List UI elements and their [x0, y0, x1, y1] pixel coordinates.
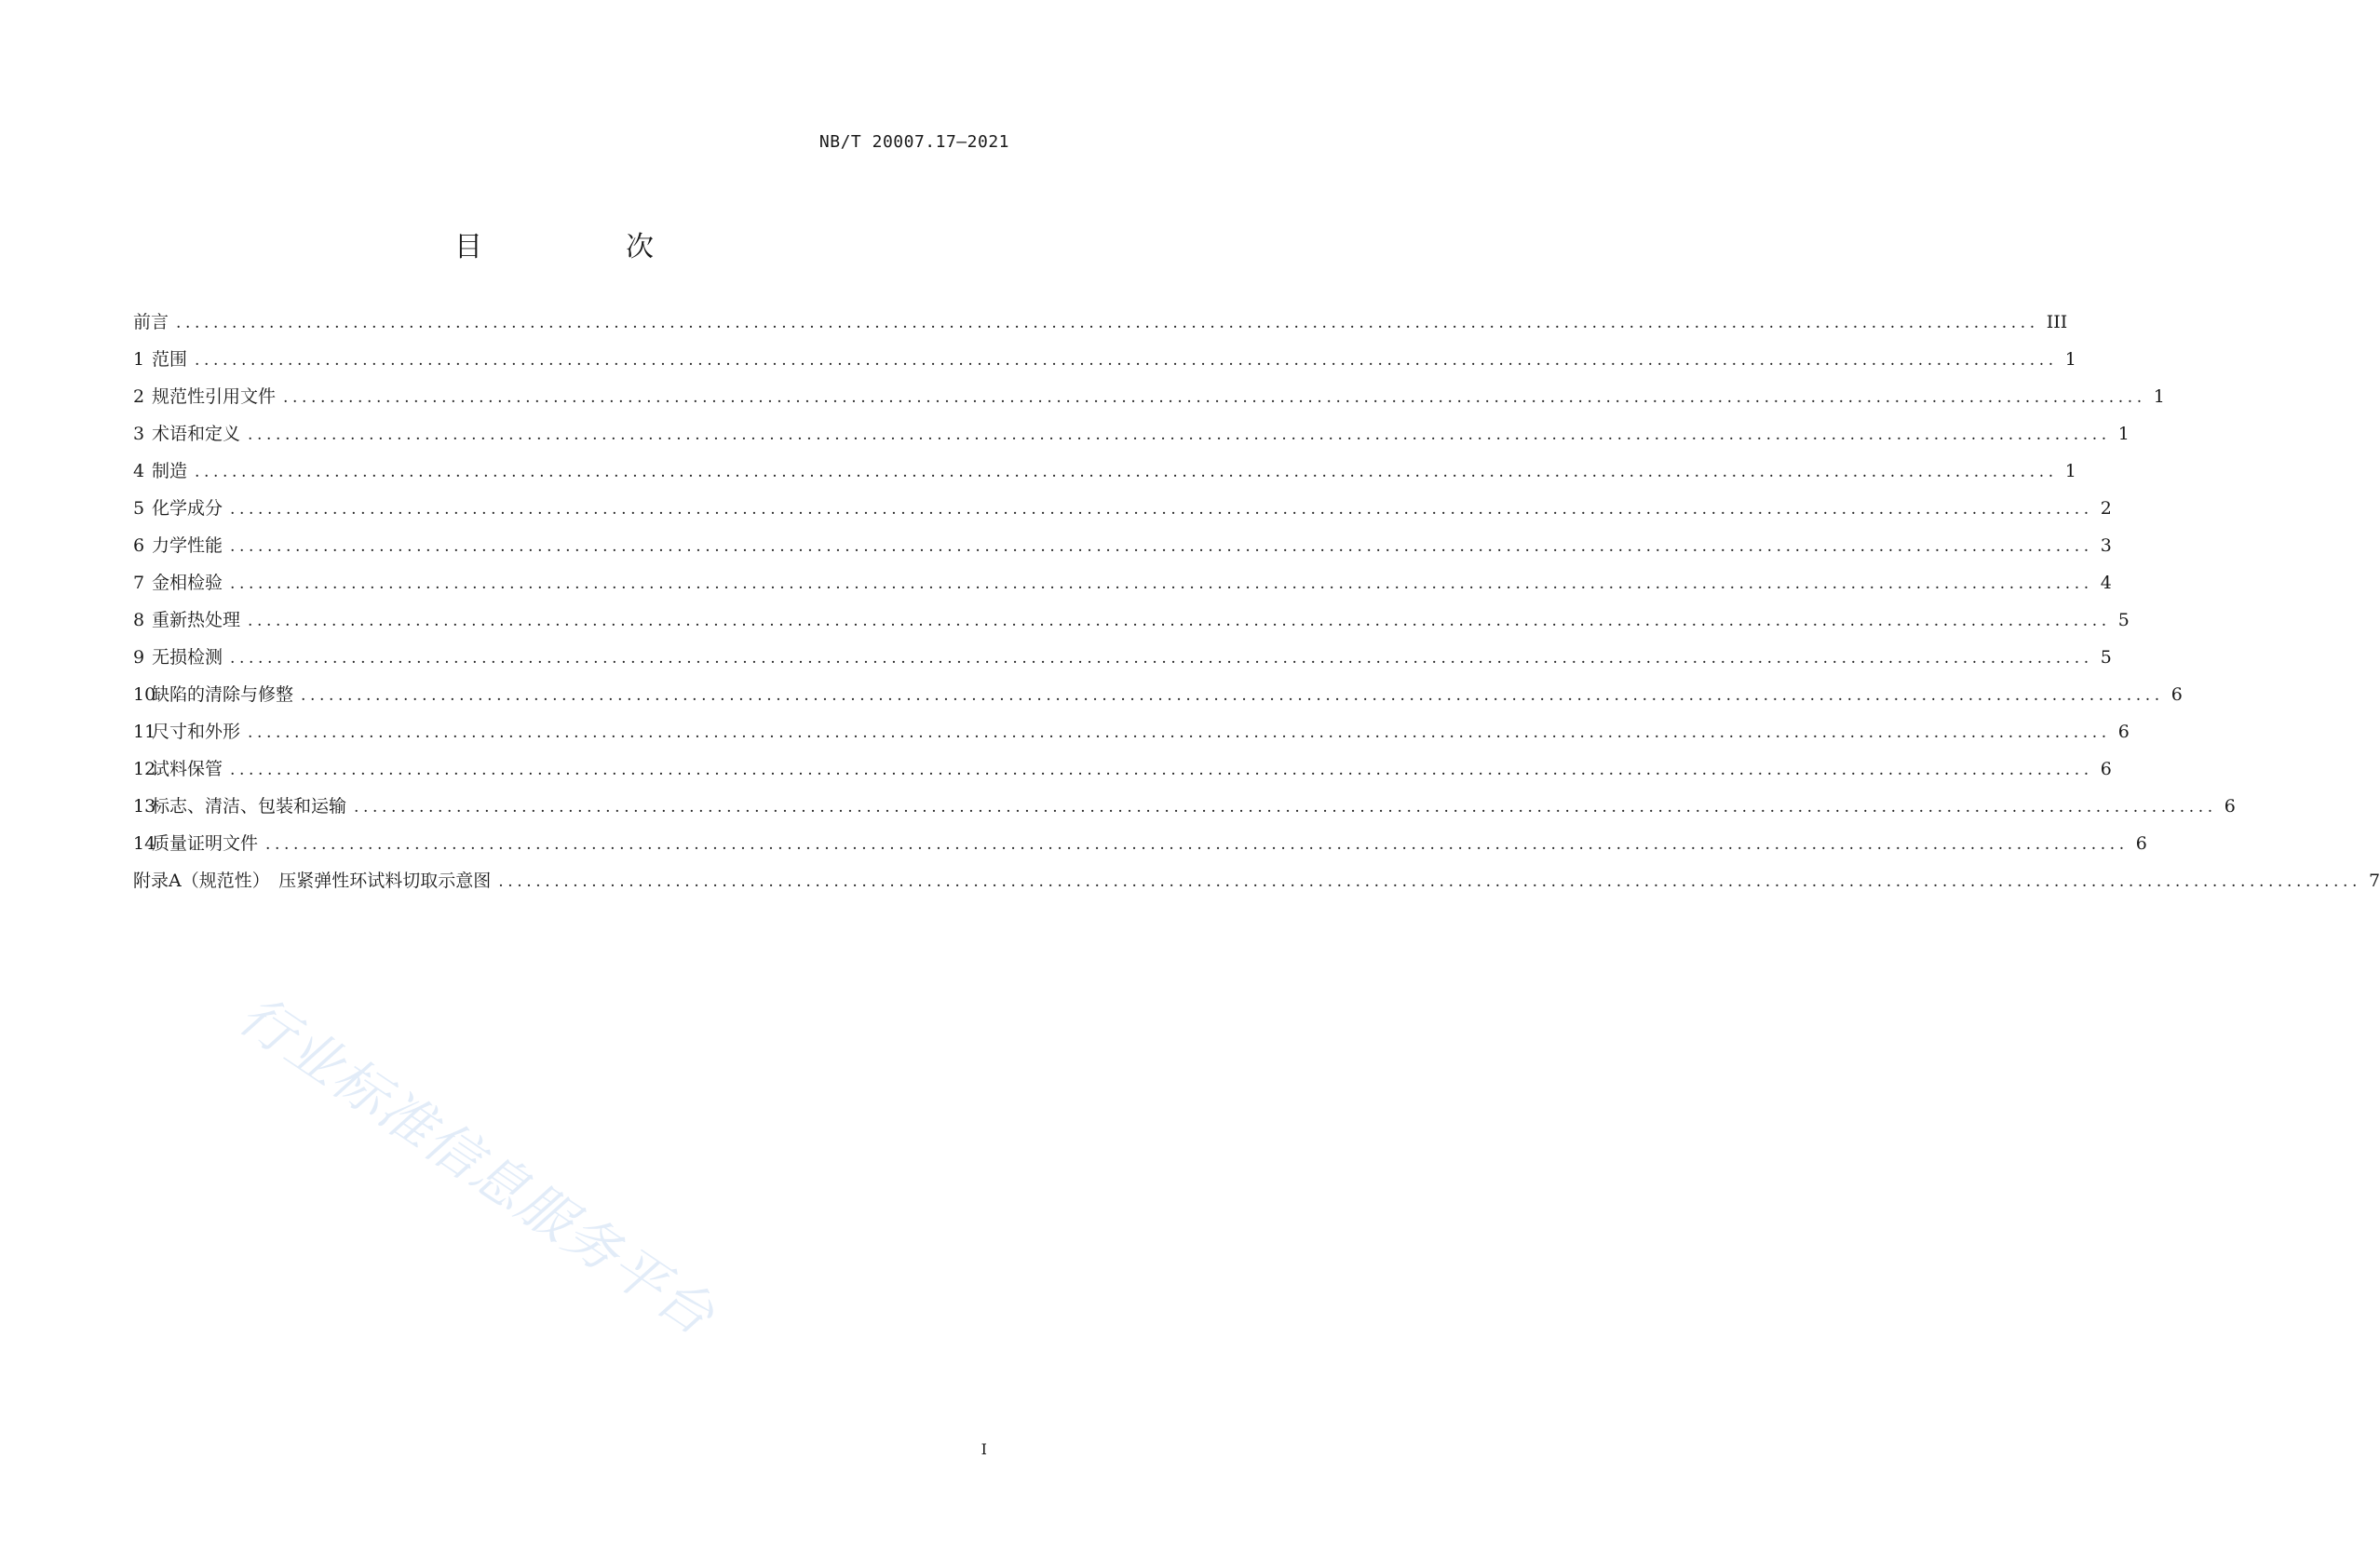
toc-entry-page: 1: [2117, 424, 2130, 444]
toc-leader-dots: ........................................................................................................................................................................................................: [354, 798, 2217, 817]
toc-entry-page: 4: [2100, 573, 2112, 593]
toc-entry[interactable]: 14 质量证明文件 ........................................................................................................................................................................................................ 6: [133, 825, 1008, 862]
toc-entry-page: 5: [2100, 647, 2112, 668]
toc-entry-page: 6: [2224, 796, 2236, 817]
toc-leader-dots: ........................................................................................................................................................................................................: [301, 686, 2164, 705]
toc-leader-dots: ........................................................................................................................................................................................................: [248, 723, 2111, 742]
toc-leader-dots: ........................................................................................................................................................................................................: [230, 761, 2093, 779]
toc-entry-title: 试料保管: [152, 759, 223, 779]
toc-entry[interactable]: 1 范围 ........................................................................................................................................................................................................ 1: [133, 341, 1008, 378]
toc-entry-page: 3: [2100, 535, 2112, 556]
toc-leader-dots: ........................................................................................................................................................................................................: [176, 314, 2039, 332]
toc-entry-title: 尺寸和外形: [152, 722, 241, 742]
toc-entry-page: 1: [2064, 461, 2076, 481]
toc-entry-title: 无损检测: [152, 647, 223, 668]
toc-entry[interactable]: 9 无损检测 ........................................................................................................................................................................................................ 5: [133, 639, 1008, 676]
toc-entry[interactable]: 7 金相检验 ........................................................................................................................................................................................................ 4: [133, 564, 1008, 601]
toc-entry[interactable]: 5 化学成分 ........................................................................................................................................................................................................ 2: [133, 490, 1008, 527]
table-of-contents: [133, 304, 2380, 899]
toc-entry[interactable]: 8 重新热处理 ........................................................................................................................................................................................................ 5: [133, 601, 1008, 639]
toc-entry[interactable]: 10 缺陷的清除与修整 ........................................................................................................................................................................................................ 6: [133, 676, 1008, 713]
toc-entry-title: 规范性引用文件: [152, 386, 277, 407]
toc-leader-dots: ........................................................................................................................................................................................................: [230, 649, 2093, 668]
toc-entry-title: 制造: [152, 461, 188, 481]
toc-entry-title: 重新热处理: [152, 610, 241, 630]
toc-entry[interactable]: 12 试料保管 ........................................................................................................................................................................................................ 6: [133, 750, 1008, 788]
toc-entry-annex[interactable]: [133, 862, 2380, 899]
page-title: 目 次: [454, 231, 711, 263]
toc-entry-page: 1: [2153, 386, 2165, 407]
toc-entry-page: 5: [2117, 610, 2130, 630]
toc-entry-title: 化学成分: [152, 498, 223, 519]
toc-entry[interactable]: 4 制造 ........................................................................................................................................................................................................ 1: [133, 453, 1008, 490]
toc-entry-page: 6: [2100, 759, 2112, 779]
watermark: 行业标准信息服务平台: [227, 982, 727, 1348]
toc-entry-page: 6: [2170, 684, 2183, 705]
toc-leader-dots: ........................................................................................................................................................................................................: [498, 872, 2361, 891]
toc-entry[interactable]: 11 尺寸和外形 ........................................................................................................................................................................................................ 6: [133, 713, 1008, 750]
toc-entry-page: 6: [2135, 833, 2147, 854]
toc-entry-page: III: [2046, 312, 2068, 332]
toc-entry-title: 质量证明文件: [152, 833, 259, 854]
toc-entry-title: 缺陷的清除与修整: [152, 684, 294, 705]
toc-entry-title: 力学性能: [152, 535, 223, 556]
toc-entry-title: 金相检验: [152, 573, 223, 593]
toc-entry[interactable]: 3 术语和定义 ........................................................................................................................................................................................................ 1: [133, 415, 1008, 453]
standard-number: NB/T 20007.17—2021: [818, 132, 1009, 152]
page-number: I: [980, 1440, 987, 1458]
toc-leader-dots: ........................................................................................................................................................................................................: [248, 426, 2111, 444]
toc-leader-dots: ........................................................................................................................................................................................................: [195, 351, 2058, 370]
toc-leader-dots: ........................................................................................................................................................................................................: [230, 574, 2093, 593]
toc-entry[interactable]: [133, 304, 2068, 341]
toc-leader-dots: ........................................................................................................................................................................................................: [265, 835, 2129, 854]
toc-leader-dots: ........................................................................................................................................................................................................: [230, 537, 2093, 556]
toc-leader-dots: ........................................................................................................................................................................................................: [195, 463, 2058, 481]
toc-entry-page: 2: [2100, 498, 2112, 519]
toc-entry-title: 附录A（规范性） 压紧弹性环试料切取示意图: [133, 871, 492, 891]
toc-entry-title: 前言: [133, 312, 169, 332]
toc-entry[interactable]: 6 力学性能 ........................................................................................................................................................................................................ 3: [133, 527, 1008, 564]
toc-leader-dots: ........................................................................................................................................................................................................: [248, 612, 2111, 630]
toc-entry-title: 标志、清洁、包装和运输: [152, 796, 347, 817]
toc-leader-dots: ........................................................................................................................................................................................................: [283, 388, 2146, 407]
toc-entry-title: 术语和定义: [152, 424, 241, 444]
toc-entry-page: 7: [2369, 871, 2380, 891]
toc-leader-dots: ........................................................................................................................................................................................................: [230, 500, 2093, 519]
toc-entry[interactable]: 2 规范性引用文件 ........................................................................................................................................................................................................ 1: [133, 378, 1008, 415]
toc-entry-title: 范围: [152, 349, 188, 370]
toc-entry[interactable]: 13 标志、清洁、包装和运输 ........................................................................................................................................................................................................ 6: [133, 788, 1008, 825]
toc-entry-page: 1: [2064, 349, 2076, 370]
toc-entry-page: 6: [2117, 722, 2130, 742]
